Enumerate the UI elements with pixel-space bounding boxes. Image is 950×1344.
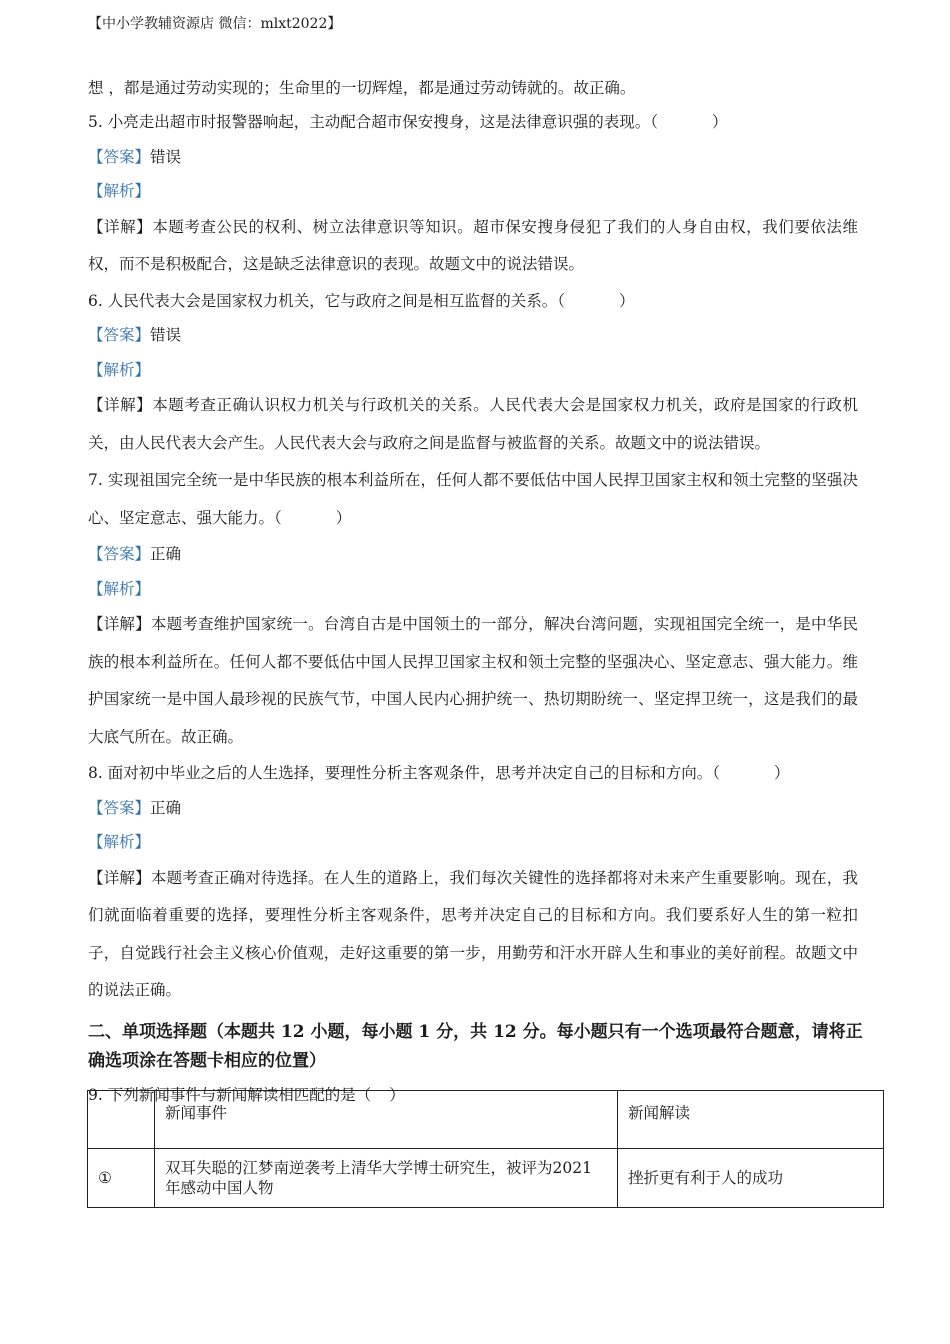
answer-value: 正确 xyxy=(150,545,182,563)
q5-detail: 【详解】本题考查公民的权利、树立法律意识等知识。超市保安搜身侵犯了我们的人身自由权，我们要依法维权，而不是积极配合，这是缺乏法律意识的表现。故题文中的说法错误。 xyxy=(88,217,858,273)
page-header: 【中小学教辅资源店 微信：mlxt2022】 xyxy=(88,16,342,32)
q6-answer xyxy=(88,318,858,353)
q7-detail: 【详解】本题考查维护国家统一。台湾自古是中国领土的一部分，解决台湾问题，实现祖国完全统一，是中华民族的根本利益所在。任何人都不要低估中国人民捍卫国家主权和领土完整的坚强决心、坚定意志、强大能力。维护国家统一是中国人最珍视的民族气节，中国人民内心拥护统一、热切期盼统一、坚定捍卫统一，这是我们的最大底气所在。故正确。 xyxy=(88,615,858,746)
table-cell-event: 双耳失聪的江梦南逆袭考上清华大学博士研究生，被评为2021年感动中国人物 xyxy=(155,1149,618,1208)
document-body xyxy=(88,70,863,1112)
answer-value: 错误 xyxy=(150,326,182,344)
q7-question: 7. 实现祖国完全统一是中华民族的根本利益所在，任何人都不要低估中国人民捍卫国家主权和领土完整的坚强决心、坚定意志、强大能力。（ ） xyxy=(88,471,858,527)
detail-label: 【详解】 xyxy=(88,615,151,633)
q8-analysis xyxy=(88,825,858,860)
q6-analysis xyxy=(88,353,858,388)
q5-question: 5. 小亮走出超市时报警器响起，主动配合超市保安搜身，这是法律意识强的表现。（ ） xyxy=(88,113,728,131)
q5-answer xyxy=(88,140,858,175)
table-header-cell: 新闻事件 xyxy=(155,1091,618,1149)
q4-tail: 想 ，都是通过劳动实现的；生命里的一切辉煌，都是通过劳动铸就的。故正确。 xyxy=(88,79,636,97)
q9-question: 9. 下列新闻事件与新闻解读相匹配的是（ ） xyxy=(88,1085,405,1104)
table-header-row xyxy=(88,1091,884,1149)
section-heading: 二、单项选择题（本题共 12 小题，每小题 1 分，共 12 分。每小题只有一个选项最符合题意，请将正确选项涂在答题卡相应的位置） xyxy=(88,1021,863,1071)
answer-label: 【答案】 xyxy=(88,545,151,563)
q8-question: 8. 面对初中毕业之后的人生选择，要理性分析主客观条件，思考并决定自己的目标和方向。（ ） xyxy=(88,764,790,782)
q6-question: 6. 人民代表大会是国家权力机关，它与政府之间是相互监督的关系。（ ） xyxy=(88,291,635,310)
q8-detail: 【详解】本题考查正确对待选择。在人生的道路上，我们每次关键性的选择都将对未来产生重要影响。现在，我们就面临着重要的选择，要理性分析主客观条件，思考并决定自己的目标和方向。我们要系好人生的第一粒扣子，自觉践行社会主义核心价值观，走好这重要的第一步，用勤劳和汗水开辟人生和事业的美好前程。故题文中的说法正确。 xyxy=(88,868,858,999)
q6-detail: 【详解】本题考查正确认识权力机关与行政机关的关系。人民代表大会是国家权力机关，政府是国家的行政机关，由人民代表大会产生。人民代表大会与政府之间是监督与被监督的关系。故题文中的说法错误。 xyxy=(88,396,858,452)
answer-label: 【答案】 xyxy=(88,798,151,817)
q7-answer xyxy=(88,537,858,572)
table-cell-interpretation: 挫折更有利于人的成功 xyxy=(618,1149,884,1208)
detail-label: 【详解】 xyxy=(88,868,151,887)
answer-value: 正确 xyxy=(150,798,182,817)
analysis-label: 【解析】 xyxy=(88,833,151,851)
analysis-label: 【解析】 xyxy=(88,182,151,200)
detail-label: 【详解】 xyxy=(88,217,153,236)
analysis-label: 【解析】 xyxy=(88,579,151,598)
q5-analysis xyxy=(88,174,858,209)
analysis-label: 【解析】 xyxy=(88,360,151,379)
table-header-cell xyxy=(88,1091,155,1149)
q8-answer xyxy=(88,791,858,826)
table-header-cell: 新闻解读 xyxy=(618,1091,884,1149)
answer-label: 【答案】 xyxy=(88,326,151,344)
q7-analysis xyxy=(88,572,858,607)
table-row xyxy=(88,1149,884,1208)
table-cell-index: ① xyxy=(88,1149,155,1208)
answer-label: 【答案】 xyxy=(88,147,151,166)
answer-value: 错误 xyxy=(150,147,182,166)
news-table xyxy=(87,1090,884,1208)
detail-label: 【详解】 xyxy=(88,396,153,414)
